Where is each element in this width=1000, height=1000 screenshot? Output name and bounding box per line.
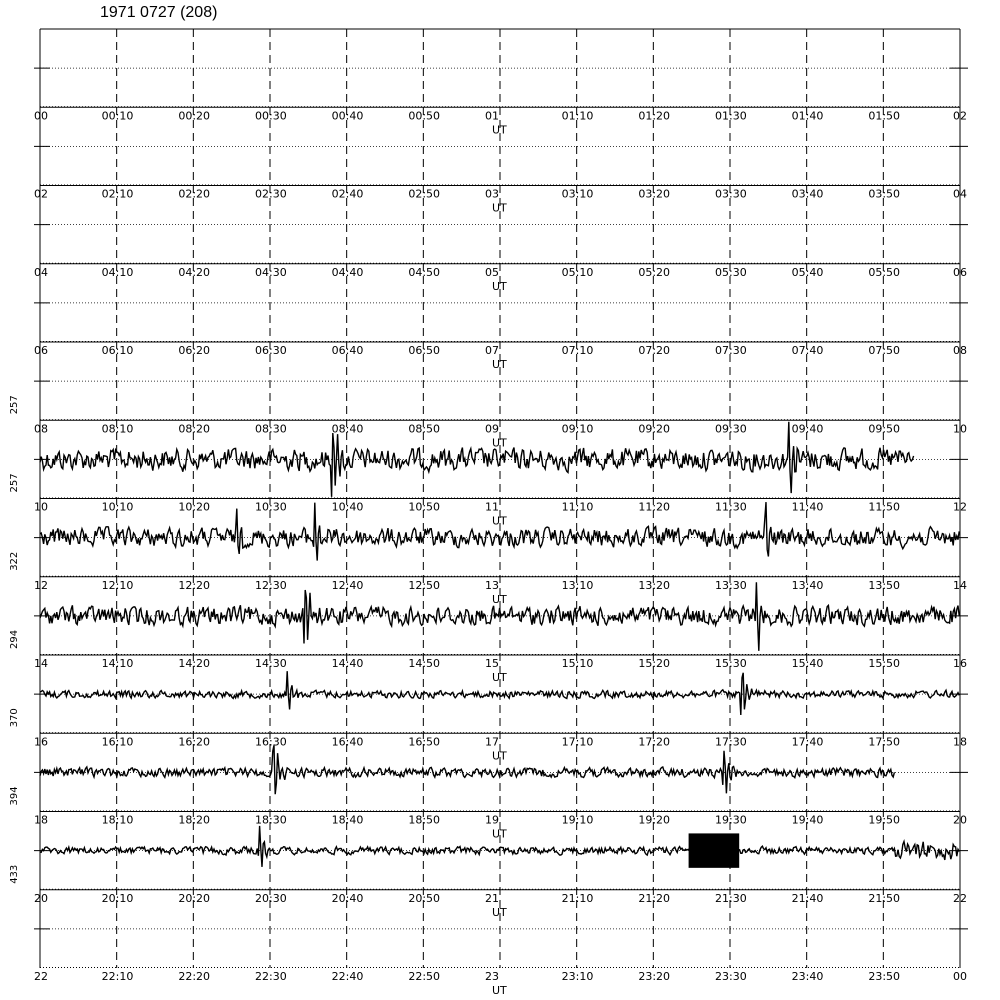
tick-label: 22:20 (178, 970, 211, 983)
tick-label: 20:50 (408, 891, 441, 905)
tick-label: 20 (34, 891, 48, 905)
tick-label: 20:30 (255, 891, 287, 905)
tick-label: 14:10 (101, 657, 134, 670)
axis-label-ut: UT (492, 279, 507, 293)
tick-label: 02:50 (408, 187, 441, 201)
axis-label-ut: UT (492, 201, 507, 215)
axis-label-ut: UT (492, 514, 507, 528)
tick-label: 16:30 (255, 735, 287, 749)
tick-label: 20:20 (178, 891, 211, 905)
tick-label: 08:50 (408, 422, 441, 436)
tick-label: 18:40 (331, 813, 364, 827)
axis-label-ut: UT (492, 984, 507, 997)
tick-label: 06:10 (101, 344, 134, 357)
tick-label: 22:40 (331, 970, 364, 983)
tick-label: 09:20 (638, 422, 671, 436)
tick-label: 16 (34, 735, 48, 749)
tick-label: 03:50 (868, 187, 901, 201)
tick-label: 10:10 (101, 500, 134, 514)
tick-label: 04 (953, 187, 967, 201)
tick-label: 20:10 (101, 891, 134, 905)
tick-label: 10:40 (331, 500, 364, 514)
tick-label: 09 (485, 422, 499, 436)
tick-label: 01 (485, 109, 499, 123)
tick-label: 12 (953, 500, 967, 514)
tick-label: 21:50 (868, 891, 901, 905)
tick-label: 18:20 (178, 813, 211, 827)
tick-label: 10 (953, 422, 967, 436)
tick-label: 19:20 (638, 813, 671, 827)
tick-label: 15 (485, 657, 499, 670)
tick-label: 06:20 (178, 344, 211, 357)
tick-label: 03:10 (561, 187, 594, 201)
tick-label: 20 (953, 813, 967, 827)
tick-label: 21:10 (561, 891, 594, 905)
tick-label: 00:10 (101, 109, 134, 123)
tick-label: 17 (485, 735, 499, 749)
tick-label: 09:10 (561, 422, 594, 436)
tick-label: 22 (34, 970, 48, 983)
tick-label: 02:10 (101, 187, 134, 201)
tick-label: 05:50 (868, 265, 901, 279)
row-amplitude-label: 294 (9, 629, 20, 649)
tick-label: 23:10 (561, 970, 594, 983)
axis-label-ut: UT (492, 358, 507, 371)
axis-label-ut: UT (492, 827, 507, 841)
axis-label-ut: UT (492, 592, 507, 606)
row-amplitude-label: 257 (9, 395, 20, 415)
tick-label: 13 (485, 578, 499, 592)
tick-label: 14 (34, 657, 48, 670)
row-amplitude-label: 394 (9, 786, 20, 806)
tick-label: 08:10 (101, 422, 134, 436)
tick-label: 17:50 (868, 735, 901, 749)
tick-label: 22:30 (255, 970, 287, 983)
tick-label: 08 (34, 422, 48, 436)
tick-label: 06:30 (255, 344, 287, 357)
tick-label: 15:30 (715, 657, 747, 670)
tick-label: 00:50 (408, 109, 441, 123)
row-amplitude-label: 433 (9, 864, 20, 884)
tick-label: 03:20 (638, 187, 671, 201)
tick-label: 23 (485, 970, 499, 983)
tick-label: 23:50 (868, 970, 901, 983)
tick-label: 14:50 (408, 657, 441, 670)
tick-label: 03 (485, 187, 499, 201)
tick-label: 06:40 (331, 344, 364, 357)
tick-label: 12:50 (408, 578, 441, 592)
tick-label: 14:40 (331, 657, 364, 670)
tick-label: 00:40 (331, 109, 364, 123)
tick-label: 08:30 (255, 422, 287, 436)
tick-label: 01:50 (868, 109, 901, 123)
tick-label: 11 (485, 500, 499, 514)
tick-label: 00:30 (255, 109, 287, 123)
tick-label: 11:40 (791, 500, 824, 514)
tick-label: 16:40 (331, 735, 364, 749)
tick-label: 02 (34, 187, 48, 201)
tick-label: 16:50 (408, 735, 441, 749)
tick-label: 00 (953, 970, 967, 983)
axis-label-ut: UT (492, 905, 507, 919)
axis-label-ut: UT (492, 671, 507, 684)
tick-label: 19:30 (715, 813, 747, 827)
tick-label: 05 (485, 265, 499, 279)
axis-label-ut: UT (492, 749, 507, 763)
tick-label: 01:30 (715, 109, 747, 123)
row-amplitude-label: 322 (9, 551, 20, 571)
tick-label: 14:20 (178, 657, 211, 670)
tick-label: 12:40 (331, 578, 364, 592)
tick-label: 12:20 (178, 578, 211, 592)
row-amplitude-label: 370 (9, 708, 20, 728)
tick-label: 15:20 (638, 657, 671, 670)
tick-label: 04:30 (255, 265, 287, 279)
tick-label: 16:10 (101, 735, 134, 749)
tick-label: 04 (34, 265, 48, 279)
tick-label: 19 (485, 813, 499, 827)
tick-label: 07:40 (791, 344, 824, 357)
tick-label: 05:40 (791, 265, 824, 279)
tick-label: 19:50 (868, 813, 901, 827)
tick-label: 22:50 (408, 970, 441, 983)
tick-label: 04:20 (178, 265, 211, 279)
tick-label: 09:40 (791, 422, 824, 436)
tick-label: 14:30 (255, 657, 287, 670)
tick-label: 13:20 (638, 578, 671, 592)
tick-label: 13:10 (561, 578, 594, 592)
tick-label: 13:50 (868, 578, 901, 592)
tick-label: 10:50 (408, 500, 441, 514)
tick-label: 00 (34, 109, 48, 123)
tick-label: 07 (485, 344, 499, 357)
tick-label: 08:20 (178, 422, 211, 436)
tick-label: 05:30 (715, 265, 747, 279)
tick-label: 13:40 (791, 578, 824, 592)
tick-label: 18 (953, 735, 967, 749)
tick-label: 01:20 (638, 109, 671, 123)
tick-label: 04:50 (408, 265, 441, 279)
tick-label: 11:30 (715, 500, 747, 514)
tick-label: 23:30 (715, 970, 747, 983)
tick-label: 07:20 (638, 344, 671, 357)
tick-label: 11:50 (868, 500, 901, 514)
tick-label: 10 (34, 500, 48, 514)
waveform-trace (40, 745, 894, 794)
tick-label: 06 (953, 265, 967, 279)
tick-label: 12:30 (255, 578, 287, 592)
tick-label: 02:20 (178, 187, 211, 201)
tick-label: 21:40 (791, 891, 824, 905)
tick-label: 02:30 (255, 187, 287, 201)
tick-label: 00:20 (178, 109, 211, 123)
tick-label: 08:40 (331, 422, 364, 436)
tick-label: 01:10 (561, 109, 594, 123)
tick-label: 18:30 (255, 813, 287, 827)
tick-label: 21 (485, 891, 499, 905)
tick-label: 05:10 (561, 265, 594, 279)
row-amplitude-label: 257 (9, 473, 20, 493)
tick-label: 14 (953, 578, 967, 592)
tick-label: 18:10 (101, 813, 134, 827)
tick-label: 23:40 (791, 970, 824, 983)
tick-label: 07:10 (561, 344, 594, 357)
tick-label: 06:50 (408, 344, 441, 357)
tick-label: 19:10 (561, 813, 594, 827)
tick-label: 07:50 (868, 344, 901, 357)
tick-label: 20:40 (331, 891, 364, 905)
tick-label: 15:40 (791, 657, 824, 670)
axis-label-ut: UT (492, 123, 507, 137)
tick-label: 04:10 (101, 265, 134, 279)
tick-label: 03:40 (791, 187, 824, 201)
axis-label-ut: UT (492, 436, 507, 450)
tick-label: 01:40 (791, 109, 824, 123)
tick-label: 23:20 (638, 970, 671, 983)
tick-label: 13:30 (715, 578, 747, 592)
tick-label: 19:40 (791, 813, 824, 827)
tick-label: 05:20 (638, 265, 671, 279)
tick-label: 17:30 (715, 735, 747, 749)
tick-label: 11:10 (561, 500, 594, 514)
tick-label: 18 (34, 813, 48, 827)
tick-label: 10:30 (255, 500, 287, 514)
tick-label: 04:40 (331, 265, 364, 279)
tick-label: 02 (953, 109, 967, 123)
tick-label: 18:50 (408, 813, 441, 827)
tick-label: 10:20 (178, 500, 211, 514)
tick-label: 16 (953, 657, 967, 670)
tick-label: 15:50 (868, 657, 901, 670)
chart-title: 1971 0727 (208) (100, 4, 218, 21)
tick-label: 02:40 (331, 187, 364, 201)
tick-label: 16:20 (178, 735, 211, 749)
tick-label: 15:10 (561, 657, 594, 670)
tick-label: 07:30 (715, 344, 747, 357)
tick-label: 21:20 (638, 891, 671, 905)
tick-label: 09:50 (868, 422, 901, 436)
tick-label: 12 (34, 578, 48, 592)
tick-label: 22:10 (101, 970, 134, 983)
tick-label: 17:10 (561, 735, 594, 749)
tick-label: 08 (953, 344, 967, 357)
tick-label: 03:30 (715, 187, 747, 201)
waveform-burst (689, 833, 740, 867)
tick-label: 22 (953, 891, 967, 905)
tick-label: 09:30 (715, 422, 747, 436)
tick-label: 17:20 (638, 735, 671, 749)
tick-label: 11:20 (638, 500, 671, 514)
tick-label: 12:10 (101, 578, 134, 592)
tick-label: 21:30 (715, 891, 747, 905)
waveform-trace (40, 422, 914, 497)
tick-label: 06 (34, 344, 48, 357)
tick-label: 17:40 (791, 735, 824, 749)
